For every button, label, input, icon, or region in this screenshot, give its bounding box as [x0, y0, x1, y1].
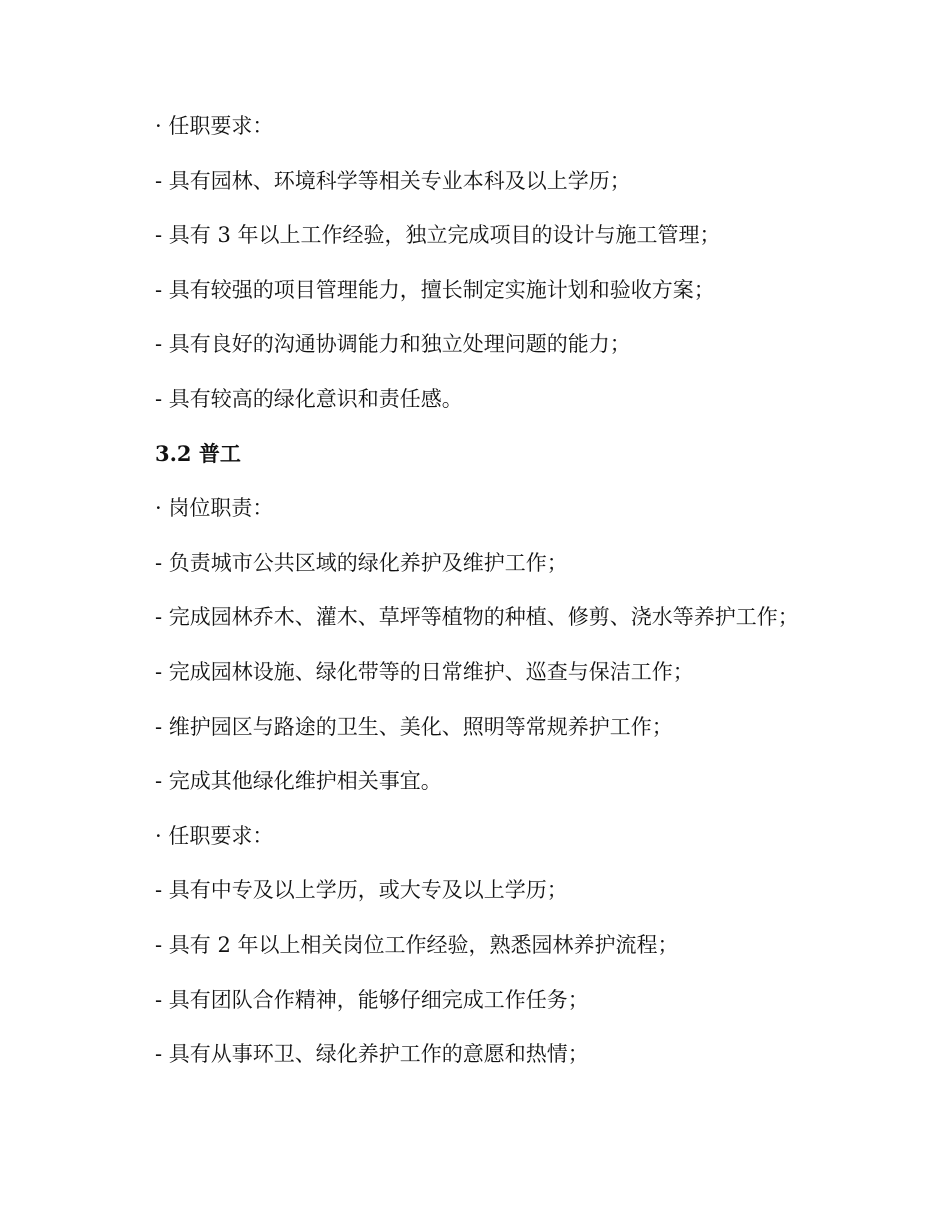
requirement-item: - 具有团队合作精神，能够仔细完成工作任务；	[155, 987, 589, 1012]
requirements-header: · 任职要求：	[155, 823, 274, 848]
requirement-item: - 具有较强的项目管理能力，擅长制定实施计划和验收方案；	[155, 277, 715, 302]
document-body	[155, 111, 855, 1094]
requirement-item: - 具有园林、环境科学等相关专业本科及以上学历；	[155, 168, 631, 193]
requirement-item: - 具有从事环卫、绿化养护工作的意愿和热情；	[155, 1042, 589, 1067]
duties-header: · 岗位职责：	[155, 496, 274, 521]
section-heading: 3.2 普工	[155, 440, 241, 466]
requirement-item: - 具有 3 年以上工作经验，独立完成项目的设计与施工管理；	[155, 223, 721, 248]
duty-item: - 负责城市公共区域的绿化养护及维护工作；	[155, 550, 568, 575]
duty-item: - 完成园林设施、绿化带等的日常维护、巡查与保洁工作；	[155, 659, 694, 684]
requirements-header: · 任职要求：	[155, 114, 274, 138]
duty-item: - 完成园林乔木、灌木、草坪等植物的种植、修剪、浇水等养护工作；	[155, 605, 799, 630]
duty-item: - 完成其他绿化维护相关事宜。	[155, 769, 442, 794]
requirement-item: - 具有 2 年以上相关岗位工作经验，熟悉园林养护流程；	[155, 932, 679, 957]
requirement-item: - 具有较高的绿化意识和责任感。	[155, 386, 463, 411]
requirement-item: - 具有良好的沟通协调能力和独立处理问题的能力；	[155, 332, 631, 357]
requirement-item: - 具有中专及以上学历，或大专及以上学历；	[155, 878, 568, 903]
duty-item: - 维护园区与路途的卫生、美化、照明等常规养护工作；	[155, 714, 673, 739]
